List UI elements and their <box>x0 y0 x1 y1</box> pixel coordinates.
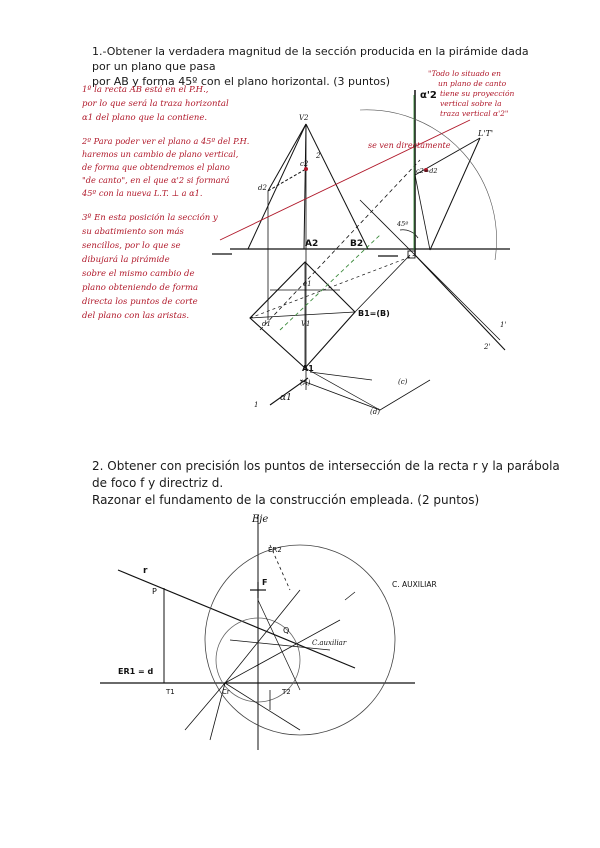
label-eje: Eje <box>252 514 269 525</box>
note2-line2: haremos un cambio de plano vertical, <box>82 149 239 159</box>
label-er1-d: ER1 = d <box>118 667 154 676</box>
note2-line3: de forma que obtendremos el plano <box>82 162 230 172</box>
label-cr: Cr <box>222 688 230 696</box>
label-a1: A1 <box>302 364 314 373</box>
label-c-ab: (c) <box>398 378 408 386</box>
label-d-ab: (d) <box>370 408 380 416</box>
label-er2: ER2 <box>268 546 282 554</box>
label-d2: d2 <box>258 184 267 192</box>
diagram-1 <box>212 90 510 410</box>
label-c2: c2 <box>300 160 309 168</box>
note3-line1: 3º En esta posición la sección y <box>82 213 218 223</box>
label-angle: 45º <box>397 220 409 228</box>
note2-line4: "de canto", en el que α'2 si formará <box>82 175 230 185</box>
diagram-2-labels <box>118 514 437 696</box>
question-1-line1: 1.-Obtener la verdadera magnitud de la sección producida en la pirámide dada por un plano que pasa <box>92 45 529 73</box>
label-alpha1: α1 <box>280 393 292 403</box>
label-auxiliar: C.auxiliar <box>312 639 347 647</box>
label-prime1: 1' <box>500 321 507 329</box>
question-2-line2: Razonar el fundamento de la construcción empleada. (2 puntos) <box>92 493 480 507</box>
note-top-line1: "Todo lo situado en <box>428 69 501 78</box>
label-p: P <box>152 587 157 596</box>
label-e1: e1 <box>303 280 312 288</box>
label-v2: V2 <box>299 114 309 122</box>
label-d1: d1 <box>262 320 271 328</box>
note3-line6: plano obteniendo de forma <box>82 283 199 293</box>
label-two: 2 <box>316 152 321 160</box>
label-t2: T2 <box>282 688 291 696</box>
label-f: F <box>262 578 268 587</box>
label-a-ab: (A) <box>300 379 311 387</box>
label-a2: A2 <box>305 239 319 249</box>
note-top-line2: un plano de canto <box>438 79 507 88</box>
note1-line3: α1 del plano que la contiene. <box>82 113 208 123</box>
label-c2d2: c2=d2 <box>416 167 438 175</box>
question-1-line2: por AB y forma 45º con el plano horizontal. (3 puntos) <box>92 75 391 88</box>
note3-line5: sobre el mismo cambio de <box>82 269 195 279</box>
label-r: r <box>143 566 148 576</box>
label-alpha2p: α'2 <box>420 90 437 101</box>
note3-line2: su abatimiento son más <box>82 227 184 237</box>
diagram-1-labels <box>254 90 509 416</box>
note-seen: se ven directamente <box>368 141 451 150</box>
note-top-line5: traza vertical α'2" <box>440 109 509 118</box>
label-v1: V1 <box>301 320 311 328</box>
note2-line5: 45º con la nueva L.T. ⊥ a α1. <box>82 188 203 198</box>
note3-line8: del plano con las aristas. <box>82 311 190 321</box>
note3-line7: directa los puntos de corte <box>82 297 198 307</box>
label-lt2: L'T' <box>478 129 494 138</box>
edge-v2-left <box>248 124 306 249</box>
note-top-line4: vertical sobre la <box>440 99 502 108</box>
note1-line2: por lo que será la traza horizontal <box>82 99 229 109</box>
label-b1: B1=(B) <box>358 309 390 318</box>
note3-line4: dibujará la pirámide <box>82 255 170 265</box>
question-2-line1: 2. Obtener con precisión los puntos de intersección de la recta r y la parábola de foco f y directriz d. <box>92 459 560 490</box>
label-q: Q <box>283 626 290 635</box>
label-one: 1 <box>254 401 259 409</box>
line-r <box>118 570 355 668</box>
diagram-2 <box>100 515 415 750</box>
label-b2: B2 <box>350 239 364 249</box>
note3-line3: sencillos, por lo que se <box>82 241 181 251</box>
label-prime2: 2' <box>484 343 491 351</box>
annotations-red <box>81 69 514 321</box>
note2-line1: 2º Para poder ver el plano a 45º del P.H. <box>82 136 250 146</box>
label-t1: T1 <box>166 688 175 696</box>
label-c-auxiliar: C. AUXILIAR <box>392 580 437 589</box>
note-top-line3: tiene su proyección <box>440 89 515 98</box>
note1-line1: 1º la recta AB está en el P.H., <box>82 85 209 95</box>
